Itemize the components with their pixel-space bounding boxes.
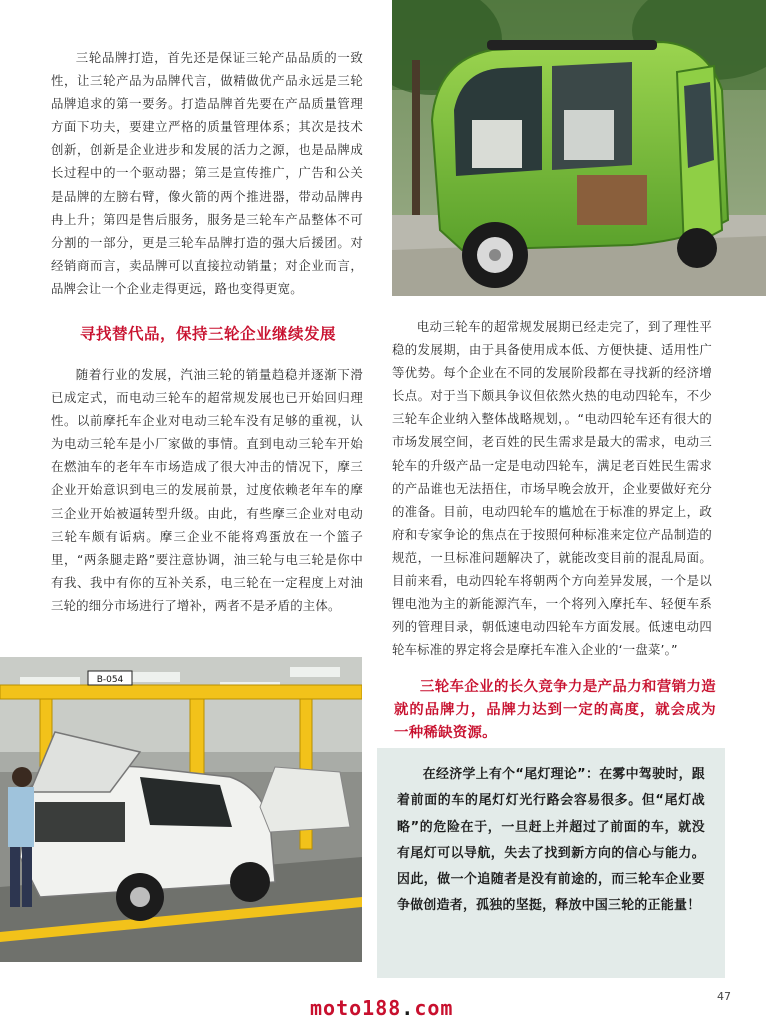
assembly-line-illustration (0, 657, 362, 962)
line-station-sign: B-054 (96, 675, 124, 685)
electric-vehicle-illustration (392, 0, 766, 296)
tail-light-theory-box (377, 748, 725, 978)
box-text: 在经济学上有个“尾灯理论”：在雾中驾驶时，跟着前面的车的尾灯灯光行路会容易很多。但“尾灯战略”的危险在于，一旦赶上并超过了前面的车，就没有尾灯可以导航，失去了找到新方向的信心与能力。因此，做一个追随者是没有前途的，而三轮车企业要争做创造者，孤独的坚挺，释放中国三轮的正能量！ (397, 767, 705, 914)
footer-url[interactable]: moto188.com (310, 996, 454, 1020)
intro-paragraph: 三轮品牌打造，首先还是保证三轮产品品质的一致性，让三轮产品为品牌代言，做精做优产品永远是三轮品牌追求的第一要务。打造品牌首先要在产品质量管理方面下功夫，要建立严格的质量管理体系；其次是技术创新，创新是企业进步和发展的活力之源，也是品牌成长过程中的一个驱动器；第三是宣传推广，广告和公关是品牌的左膀右臂，像火箭的两个推进器，带动品牌冉冉上升；第四是售后服务，服务是三轮车产品整体不可分割的一部分，更是三轮车品牌打造的强大后援团。对经销商而言，卖品牌可以直接拉动销量；对企业而言，品牌会让一个企业走得更远，路也变得更宽。 (51, 50, 363, 296)
page-number: 47 (717, 990, 731, 1003)
section-heading: 寻找替代品，保持三轮企业继续发展 (80, 325, 337, 343)
section-paragraph: 随着行业的发展，汽油三轮的销量趋稳并逐渐下滑已成定式，而电动三轮车的超常规发展也已开始回归理性。以前摩托车企业对电动三轮车没有足够的重视，认为电动三轮车是小厂家做的事情。直到电动三轮车开始在燃油车的老年车市场造成了很大冲击的情况下，摩三企业开始意识到电三的发展前景，过度依赖老年车的摩三企业开始被逼转型升级。由此，有些摩三企业对电动三轮车颇有诟病。摩三企业不能将鸡蛋放在一个篮子里，“两条腿走路”要注意协调，油三轮与电三轮是你中有我、我中有你的互补关系，电三轮在一定程度上对油三轮的细分市场进行了增补，两者不是矛盾的主体。 (51, 367, 363, 613)
pull-quote: 三轮车企业的长久竞争力是产品力和营销力造就的品牌力，品牌力达到一定的高度，就会成为一种稀缺资源。 (394, 679, 716, 741)
assembly-line-photo (0, 657, 362, 962)
electric-vehicle-photo (392, 0, 766, 296)
right-paragraph: 电动三轮车的超常规发展期已经走完了，到了理性平稳的发展期，由于具备使用成本低、方便快捷、适用性广等优势。每个企业在不同的发展阶段都在寻找新的经济增长点。对于当下颇具争议但依然火热的电动四轮车，不少三轮车企业纳入整体战略规划，。“电动四轮车还有很大的市场发展空间，老百姓的民生需求是最大的需求，电动三轮车的升级产品一定是电动四轮车，满足老百姓民生需求的产品谁也无法捂住，市场早晚会放开，企业要做好充分的准备。目前，电动四轮车的尴尬在于标准的界定上，政府和专家争论的焦点在于按照何种标准来定位产品制造的规范，一旦标准问题解决了，就能改变目前的混乱局面。目前来看，电动四轮车将朝两个方向差异发展，一个是以锂电池为主的新能源汽车，一个将列入摩托车、轻便车系列的管理目录，朝低速电动四轮车方面发展。低速电动四轮车标准的界定将会是摩托车准入企业的‘一盘菜’。” (392, 319, 712, 658)
